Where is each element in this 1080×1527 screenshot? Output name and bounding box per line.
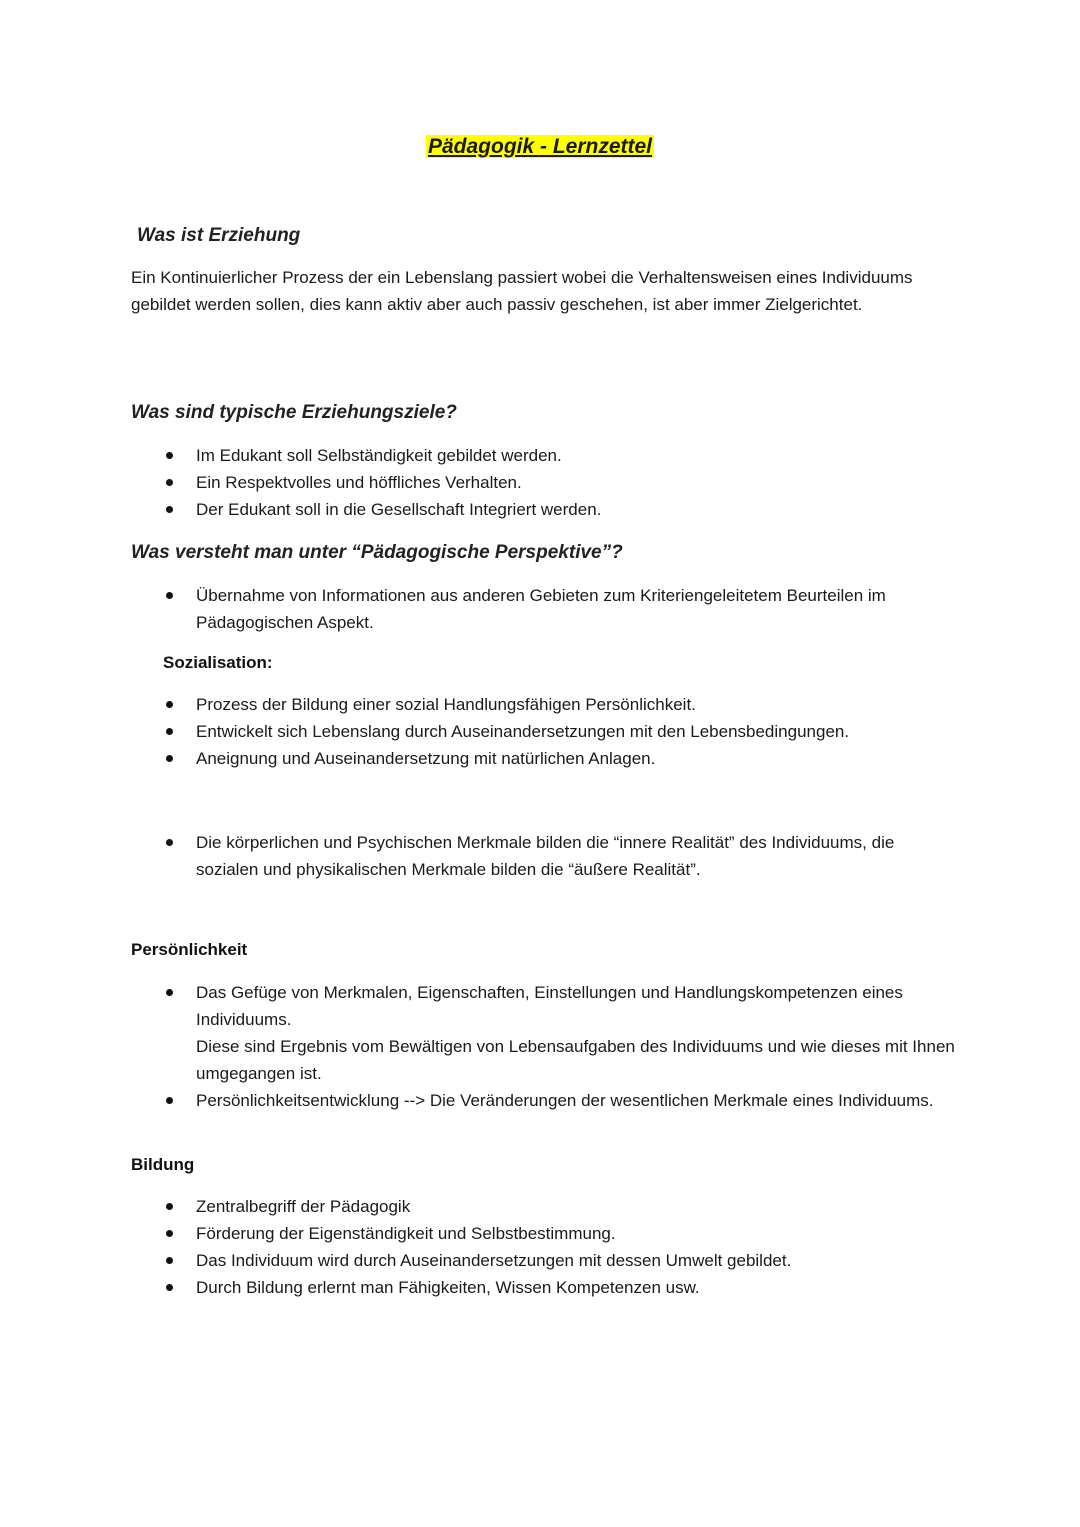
list-item	[162, 979, 962, 1087]
bullet-icon	[166, 839, 173, 846]
list-item	[162, 745, 962, 772]
list-item-text: Das Individuum wird durch Auseinandersetzungen mit dessen Umwelt gebildet.	[196, 1251, 792, 1270]
bullet-icon	[166, 755, 173, 762]
list-item-text: Persönlichkeitsentwicklung --> Die Veränderungen der wesentlichen Merkmale eines Individuums.	[196, 1091, 934, 1110]
list-item-text: Entwickelt sich Lebenslang durch Auseinandersetzungen mit den Lebensbedingungen.	[196, 722, 850, 741]
heading-persoenlichkeit: Persönlichkeit	[131, 940, 248, 959]
bullet-icon	[166, 506, 173, 513]
list-sozialisation	[162, 691, 962, 772]
list-item	[162, 691, 962, 718]
bullet-icon	[166, 479, 173, 486]
list-sozialisation-extra	[162, 829, 932, 883]
list-persoenlichkeit	[162, 979, 962, 1114]
list-item	[162, 1087, 962, 1114]
bullet-icon	[166, 452, 173, 459]
list-item-text: Zentralbegriff der Pädagogik	[196, 1197, 411, 1216]
list-item	[162, 718, 962, 745]
list-item-text: Übernahme von Informationen aus anderen Gebieten zum Kriteriengeleitetem Beurteilen im Pädagogischen Aspekt.	[196, 586, 886, 632]
list-item-text: Die körperlichen und Psychischen Merkmale bilden die “innere Realität” des Individuums, die sozialen und physikalischen Merkmale bilden die “äußere Realität”.	[196, 833, 895, 879]
list-item	[162, 1247, 962, 1274]
list-perspektive	[162, 582, 962, 636]
heading-bildung: Bildung	[131, 1155, 195, 1174]
list-item	[162, 1220, 962, 1247]
bullet-icon	[166, 1284, 173, 1291]
paragraph-erziehung: Ein Kontinuierlicher Prozess der ein Lebenslang passiert wobei die Verhaltensweisen eines Individuums gebildet werden sollen, dies kann aktiv aber auch passiv geschehen, ist aber immer Zielgerichtet.	[131, 268, 913, 314]
page-title	[0, 133, 1080, 161]
list-item	[162, 582, 962, 636]
list-item	[162, 829, 932, 883]
bullet-icon	[166, 592, 173, 599]
bullet-icon	[166, 1097, 173, 1104]
list-bildung	[162, 1193, 962, 1301]
bullet-icon	[166, 1257, 173, 1264]
list-item	[162, 1274, 962, 1301]
heading-erziehungsziele: Was sind typische Erziehungsziele?	[131, 402, 457, 423]
heading-perspektive: Was versteht man unter “Pädagogische Perspektive”?	[131, 542, 623, 563]
list-item-text: Förderung der Eigenständigkeit und Selbstbestimmung.	[196, 1224, 616, 1243]
list-item-text: Im Edukant soll Selbständigkeit gebildet werden.	[196, 446, 562, 465]
list-item-text: Durch Bildung erlernt man Fähigkeiten, Wissen Kompetenzen usw.	[196, 1278, 700, 1297]
bullet-icon	[166, 1203, 173, 1210]
bullet-icon	[166, 728, 173, 735]
list-item-text: Das Gefüge von Merkmalen, Eigenschaften, Einstellungen und Handlungskompetenzen eines Individuums.	[196, 983, 903, 1029]
list-item-text: Prozess der Bildung einer sozial Handlungsfähigen Persönlichkeit.	[196, 695, 696, 714]
bullet-icon	[166, 1230, 173, 1237]
list-item-text: Aneignung und Auseinandersetzung mit natürlichen Anlagen.	[196, 749, 656, 768]
list-item	[162, 469, 962, 496]
list-item-text: Ein Respektvolles und höffliches Verhalten.	[196, 473, 522, 492]
bullet-icon	[166, 701, 173, 708]
bullet-icon	[166, 989, 173, 996]
heading-erziehung: Was ist Erziehung	[137, 225, 301, 246]
heading-sozialisation: Sozialisation:	[163, 653, 273, 672]
list-erziehungsziele	[162, 442, 962, 523]
page-title-text: Pädagogik - Lernzettel	[427, 135, 653, 158]
list-item	[162, 496, 962, 523]
list-item-text: Diese sind Ergebnis vom Bewältigen von Lebensaufgaben des Individuums und wie dieses mit Ihnen umgegangen ist.	[196, 1037, 955, 1083]
list-item	[162, 1193, 962, 1220]
list-item	[162, 442, 962, 469]
list-item-text: Der Edukant soll in die Gesellschaft Integriert werden.	[196, 500, 602, 519]
